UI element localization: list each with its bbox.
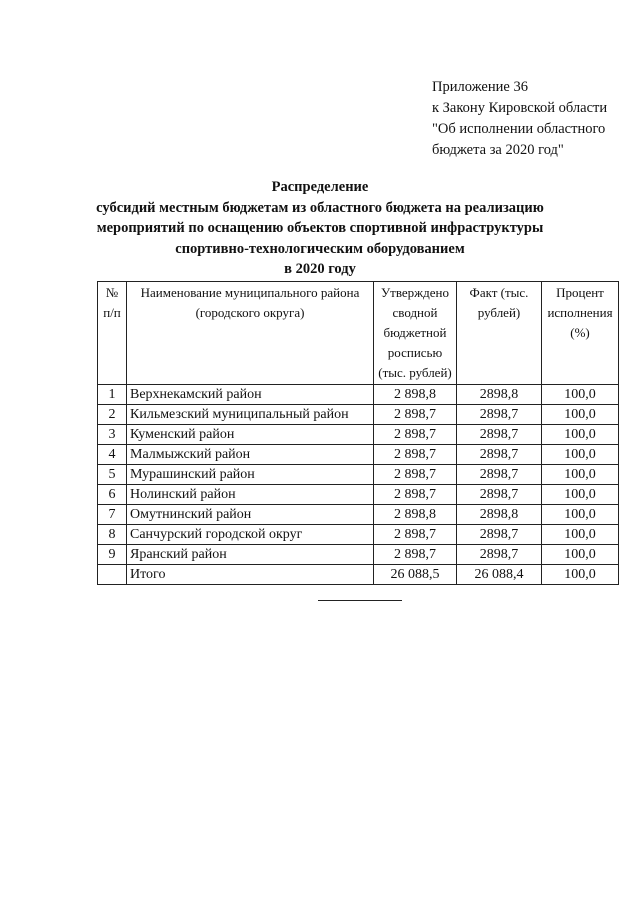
row-name: Малмыжский район <box>127 445 374 465</box>
row-approved: 2 898,7 <box>374 525 457 545</box>
appendix-line-2: к Закону Кировской области <box>432 100 608 116</box>
row-approved: 2 898,7 <box>374 485 457 505</box>
row-num: 5 <box>98 465 127 485</box>
header-percent: Процент исполнения (%) <box>542 282 619 385</box>
row-name: Верхнекамский район <box>127 385 374 405</box>
header-approved: Утверждено сводной бюджетной росписью (тыс. рублей) <box>374 282 457 385</box>
row-fact: 2898,7 <box>457 425 542 445</box>
table-row <box>98 445 619 465</box>
row-fact: 2898,7 <box>457 485 542 505</box>
title-line-5: в 2020 году <box>284 261 356 277</box>
table-row <box>98 465 619 485</box>
row-name: Омутнинский район <box>127 505 374 525</box>
row-approved: 2 898,7 <box>374 465 457 485</box>
row-fact: 2898,7 <box>457 545 542 565</box>
table-header-row <box>98 282 619 385</box>
row-num: 1 <box>98 385 127 405</box>
header-fact: Факт (тыс. рублей) <box>457 282 542 385</box>
row-fact: 2898,8 <box>457 385 542 405</box>
row-approved: 2 898,8 <box>374 385 457 405</box>
table-row <box>98 385 619 405</box>
table-row <box>98 525 619 545</box>
title-line-4: спортивно-технологическим оборудованием <box>175 240 465 257</box>
row-name: Яранский район <box>127 545 374 565</box>
row-approved: 2 898,7 <box>374 405 457 425</box>
row-fact: 2898,7 <box>457 445 542 465</box>
total-num <box>98 565 127 585</box>
row-percent: 100,0 <box>542 425 619 445</box>
row-percent: 100,0 <box>542 405 619 425</box>
row-fact: 2898,8 <box>457 505 542 525</box>
row-num: 3 <box>98 425 127 445</box>
header-num: № п/п <box>98 282 127 385</box>
row-name: Санчурский городской округ <box>127 525 374 545</box>
table-row <box>98 425 619 445</box>
row-num: 9 <box>98 545 127 565</box>
table-row <box>98 545 619 565</box>
row-name: Мурашинский район <box>127 465 374 485</box>
row-percent: 100,0 <box>542 545 619 565</box>
row-num: 4 <box>98 445 127 465</box>
total-label: Итого <box>127 565 374 585</box>
row-fact: 2898,7 <box>457 465 542 485</box>
total-approved: 26 088,5 <box>374 565 457 585</box>
table-total-row <box>98 565 619 585</box>
row-approved: 2 898,7 <box>374 545 457 565</box>
row-fact: 2898,7 <box>457 405 542 425</box>
row-name: Куменский район <box>127 425 374 445</box>
total-fact: 26 088,4 <box>457 565 542 585</box>
row-percent: 100,0 <box>542 385 619 405</box>
row-num: 6 <box>98 485 127 505</box>
appendix-block <box>432 77 607 161</box>
row-fact: 2898,7 <box>457 525 542 545</box>
title-line-1: Распределение <box>271 179 369 195</box>
row-percent: 100,0 <box>542 465 619 485</box>
appendix-line-3: "Об исполнении областного <box>432 121 606 137</box>
row-name: Кильмезский муниципальный район <box>127 405 374 425</box>
table-row <box>98 405 619 425</box>
row-approved: 2 898,7 <box>374 425 457 445</box>
total-percent: 100,0 <box>542 565 619 585</box>
row-approved: 2 898,7 <box>374 445 457 465</box>
row-name: Нолинский район <box>127 485 374 505</box>
end-divider <box>318 600 402 601</box>
row-percent: 100,0 <box>542 445 619 465</box>
title-line-3: мероприятий по оснащению объектов спортивной инфраструктуры <box>96 220 544 236</box>
table-row <box>98 485 619 505</box>
row-approved: 2 898,8 <box>374 505 457 525</box>
row-percent: 100,0 <box>542 485 619 505</box>
header-name: Наименование муниципального района (городского округа) <box>127 282 374 385</box>
row-num: 2 <box>98 405 127 425</box>
row-num: 8 <box>98 525 127 545</box>
appendix-line-4: бюджета за 2020 год" <box>432 142 564 158</box>
document-title <box>0 177 640 280</box>
appendix-line-1: Приложение 36 <box>432 79 528 95</box>
row-num: 7 <box>98 505 127 525</box>
title-line-2: субсидий местным бюджетам из областного бюджета на реализацию <box>96 199 544 216</box>
table-row <box>98 505 619 525</box>
row-percent: 100,0 <box>542 505 619 525</box>
subsidy-table <box>97 281 619 585</box>
row-percent: 100,0 <box>542 525 619 545</box>
